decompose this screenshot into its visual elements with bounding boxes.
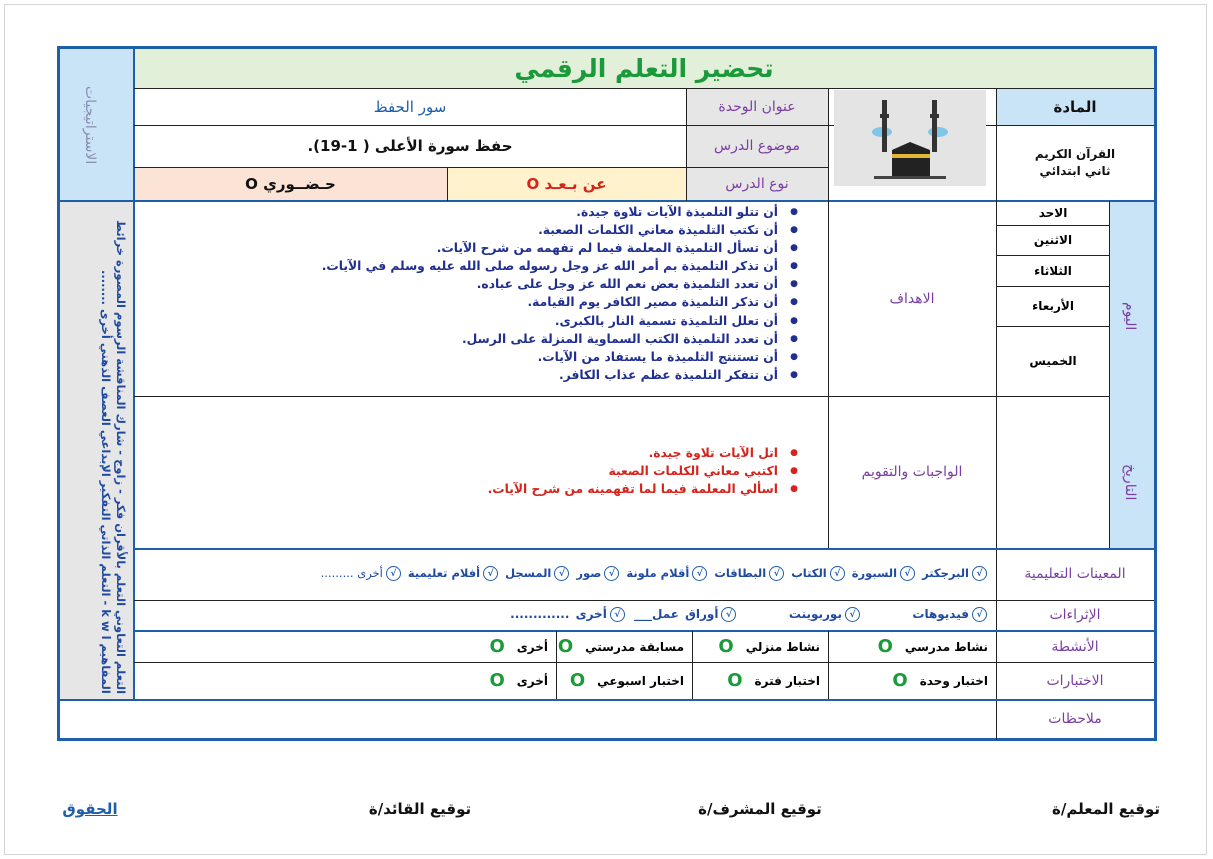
activity-label: مسابقة مدرستي bbox=[585, 639, 684, 654]
tests-label: الاختبارات bbox=[1046, 672, 1104, 689]
leader-signature: توقيع القائد/ة bbox=[368, 800, 472, 818]
enrichment-item: بوربوينت bbox=[788, 607, 842, 621]
test-label: أخرى bbox=[516, 673, 548, 688]
check-icon[interactable]: √ bbox=[972, 566, 987, 581]
aid-item: أخرى ......... bbox=[320, 566, 383, 580]
activity-school[interactable] bbox=[828, 631, 996, 662]
subject-value-line1: القرآن الكريم bbox=[1034, 147, 1116, 161]
circle-option-icon[interactable]: O bbox=[489, 670, 505, 691]
aids-list bbox=[140, 566, 990, 584]
check-icon[interactable]: √ bbox=[610, 607, 625, 622]
type-label: نوع الدرس bbox=[725, 176, 789, 192]
enrichment-label: الإثراءات bbox=[1049, 607, 1101, 623]
check-icon[interactable]: √ bbox=[386, 566, 401, 581]
supervisor-signature: توقيع المشرف/ة bbox=[698, 800, 822, 818]
objective-item: ● أن تعلل التلميذة تسمية النار بالكبرى. bbox=[140, 312, 800, 330]
activity-label: نشاط مدرسي bbox=[904, 639, 988, 654]
check-icon[interactable]: √ bbox=[692, 566, 707, 581]
objective-item: ● أن تذكر التلميذة بم أمر الله عز وجل رسوله صلى الله عليه وسلم في الآيات. bbox=[140, 257, 800, 275]
strategies-list: التعلم التعاوني التعلم بالأقران فكر - زاوج - شارك المناقشة الرسوم المصورة خرائط المفاهيم k w l - التعلم الذاتي التفكير الإبداعي العصف الذهني أخرى ........ bbox=[99, 219, 128, 694]
day-tuesday: الثلاثاء bbox=[1034, 263, 1072, 278]
circle-option-icon[interactable]: O bbox=[489, 636, 505, 657]
strategies-label: الاستراتيجيات bbox=[82, 85, 98, 165]
enrichment-item: فيديوهات bbox=[912, 607, 969, 621]
test-unit[interactable] bbox=[828, 662, 996, 699]
activity-label: أخرى bbox=[516, 639, 548, 654]
activity-competition[interactable] bbox=[556, 631, 692, 662]
check-icon[interactable]: √ bbox=[830, 566, 845, 581]
test-label: اختبار وحدة bbox=[919, 673, 988, 688]
enrichment-item: أخرى ............. bbox=[510, 607, 607, 621]
test-weekly[interactable] bbox=[556, 662, 692, 699]
teacher-signature: توقيع المعلم/ة bbox=[1052, 800, 1160, 818]
objectives-list bbox=[140, 203, 800, 384]
circle-option-icon[interactable]: O bbox=[569, 670, 586, 691]
circle-option-icon[interactable]: O bbox=[892, 670, 908, 691]
check-icon[interactable]: √ bbox=[845, 607, 860, 622]
objective-item: ● أن تذكر التلميذة مصير الكافر يوم القيامة. bbox=[140, 293, 800, 311]
check-icon[interactable]: √ bbox=[721, 607, 736, 622]
circle-option-icon[interactable]: O bbox=[557, 636, 574, 657]
check-icon[interactable]: √ bbox=[483, 566, 498, 581]
circle-option-icon[interactable]: O bbox=[718, 636, 734, 657]
aid-item: أفلام تعليمية bbox=[407, 566, 481, 580]
unit-label: عنوان الوحدة bbox=[718, 98, 796, 115]
homework-list bbox=[140, 444, 800, 498]
test-label: اختبار فترة bbox=[754, 673, 820, 688]
enrichment-list bbox=[140, 607, 990, 625]
check-icon[interactable]: √ bbox=[972, 607, 987, 622]
activity-label: نشاط منزلي bbox=[745, 639, 820, 654]
topic-value: حفظ سورة الأعلى ( 1-19). bbox=[307, 137, 513, 155]
aids-label: المعينات التعليمية bbox=[1024, 566, 1126, 582]
aid-item: صور bbox=[576, 566, 602, 580]
notes-field[interactable] bbox=[60, 700, 996, 738]
homework-label: الواجبات والتقويم bbox=[861, 464, 963, 480]
enrichment-item: أوراق عمل___ bbox=[634, 607, 719, 621]
homework-item: ● اكتبي معاني الكلمات الصعبة bbox=[140, 462, 800, 480]
check-icon[interactable]: √ bbox=[769, 566, 784, 581]
page-title: تحضير التعلم الرقمي bbox=[514, 54, 774, 83]
type-inperson-option[interactable]: حـضــوري O bbox=[245, 175, 336, 193]
day-sunday: الاحد bbox=[1038, 206, 1068, 220]
circle-option-icon[interactable]: O bbox=[727, 670, 743, 691]
homework-item: ● اتل الآيات تلاوة جيدة. bbox=[140, 444, 800, 462]
objective-item: ● أن تتفكر التلميذة عظم عذاب الكافر. bbox=[140, 366, 800, 384]
day-wednesday: الأربعاء bbox=[1032, 299, 1074, 313]
aid-item: أقلام ملونة bbox=[626, 566, 690, 580]
date-label: التاريخ bbox=[1122, 463, 1138, 500]
test-other[interactable] bbox=[134, 662, 556, 699]
aid-item: البطاقات bbox=[714, 566, 767, 580]
activity-home[interactable] bbox=[692, 631, 828, 662]
objective-item: ● أن تستنتج التلميذة ما يستفاد من الآيات. bbox=[140, 348, 800, 366]
aid-item: المسجل bbox=[505, 566, 552, 580]
aid-item: الكتاب bbox=[791, 566, 827, 580]
kaaba-icon bbox=[834, 90, 986, 186]
homework-item: ● اسألي المعلمة فيما لما تفهمينه من شرح الآيات. bbox=[140, 480, 800, 498]
objective-item: ● أن تعدد التلميذة بعض نعم الله عز وجل على عباده. bbox=[140, 275, 800, 293]
type-remote-option[interactable]: عن بـعـد O bbox=[526, 175, 607, 193]
check-icon[interactable]: √ bbox=[554, 566, 569, 581]
objective-item: ● أن تعدد التلميذة الكتب السماوية المنزلة على الرسل. bbox=[140, 330, 800, 348]
check-icon[interactable]: √ bbox=[604, 566, 619, 581]
objective-item: ● أن تتلو التلميذة الآيات تلاوة جيدة. bbox=[140, 203, 800, 221]
topic-label: موضوع الدرس bbox=[714, 138, 801, 154]
kaaba-image bbox=[834, 90, 986, 186]
day-label: اليوم bbox=[1122, 301, 1138, 330]
unit-value: سور الحفظ bbox=[373, 97, 447, 116]
subject-value-line2: ثاني ابتدائي bbox=[1039, 164, 1111, 178]
rights-link[interactable]: الحقوق bbox=[62, 800, 118, 818]
activity-other[interactable] bbox=[134, 631, 556, 662]
aid-item: البرجكتر bbox=[922, 566, 969, 580]
test-term[interactable] bbox=[692, 662, 828, 699]
notes-label: ملاحظات bbox=[1048, 711, 1102, 727]
subject-label: المادة bbox=[1053, 97, 1097, 116]
circle-option-icon[interactable]: O bbox=[877, 636, 893, 657]
objective-item: ● أن تسأل التلميذة المعلمة فيما لم تفهمه من شرح الآيات. bbox=[140, 239, 800, 257]
check-icon[interactable]: √ bbox=[900, 566, 915, 581]
day-monday: الاثنين bbox=[1033, 233, 1073, 247]
aid-item: السبورة bbox=[851, 566, 898, 580]
objective-item: ● أن تكتب التلميذة معاني الكلمات الصعبة. bbox=[140, 221, 800, 239]
test-label: اختبار اسبوعي bbox=[597, 673, 684, 688]
objectives-label: الاهداف bbox=[889, 290, 935, 307]
day-thursday: الخميس bbox=[1029, 354, 1077, 368]
subject-value bbox=[996, 125, 1154, 201]
activities-label: الأنشطة bbox=[1051, 638, 1099, 655]
